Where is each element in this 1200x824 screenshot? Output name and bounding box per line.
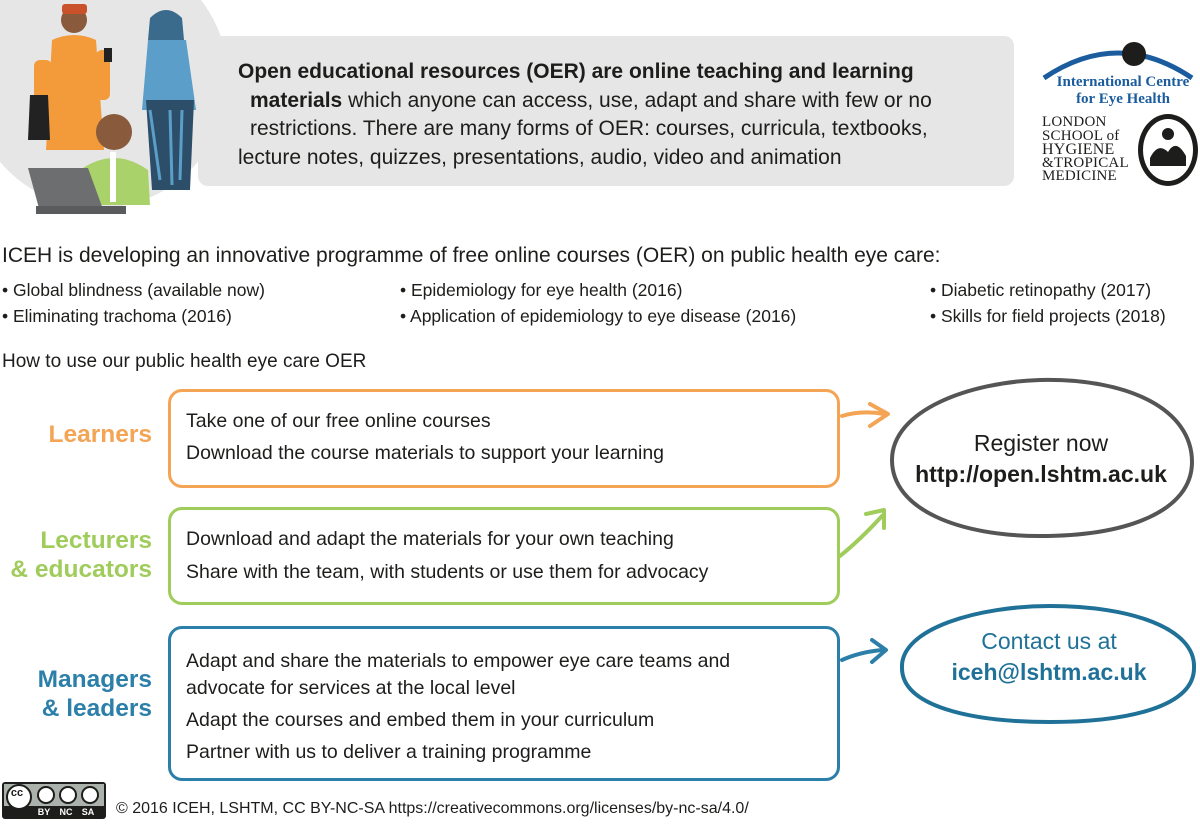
managers-label-line2: & leaders	[41, 695, 152, 722]
courses-heading: ICEH is developing an innovative programme of free online courses (OER) on public health eye care:	[2, 244, 941, 267]
lecturers-label-line2: & educators	[10, 556, 152, 583]
iceh-logo-line1: International Centre	[1056, 74, 1190, 90]
cc-by-label: BY	[37, 807, 51, 817]
learners-line: Download the course materials to support your learning	[186, 442, 665, 464]
arrow-managers-icon	[842, 640, 886, 662]
learners-box	[168, 389, 840, 488]
arrow-lecturers-icon	[840, 510, 884, 556]
intro-bold-cont: materials	[250, 88, 343, 112]
intro-bold-start: Open educational resources (OER) are online teaching and learning	[238, 60, 914, 83]
lshtm-logo-text	[1042, 116, 1132, 184]
lshtm-line2: SCHOOL of	[1042, 127, 1120, 144]
cc-nc-label: NC	[59, 807, 73, 817]
course-item: • Epidemiology for eye health (2016)	[400, 280, 683, 300]
learners-label: Learners	[48, 421, 152, 448]
lecturers-label-line1: Lecturers	[40, 527, 152, 554]
iceh-logo-text	[1050, 74, 1196, 108]
register-url-link[interactable]: http://open.lshtm.ac.uk	[915, 461, 1167, 487]
iceh-logo-line2: for Eye Health	[1076, 91, 1170, 107]
cc-label: cc	[10, 787, 24, 799]
intro-line4: lecture notes, quizzes, presentations, audio, video and animation	[238, 145, 842, 169]
lshtm-line4: &TROPICAL	[1042, 154, 1129, 171]
cc-sa-label: SA	[81, 807, 95, 817]
people-illustration	[0, 0, 230, 215]
lecturers-line: Share with the team, with students or use them for advocacy	[186, 561, 709, 583]
lshtm-line5: MEDICINE	[1042, 168, 1117, 184]
learners-line: Take one of our free online courses	[186, 410, 491, 432]
person-blue-illustration	[142, 10, 196, 190]
managers-line: advocate for services at the local level	[186, 677, 516, 699]
footer-copyright: © 2016 ICEH, LSHTM, CC BY-NC-SA https://creativecommons.org/licenses/by-nc-sa/4.0/	[116, 800, 749, 817]
course-item: • Eliminating trachoma (2016)	[2, 306, 232, 326]
course-item: • Application of epidemiology to eye disease (2016)	[400, 306, 797, 326]
register-block	[894, 428, 1188, 490]
lecturers-box	[168, 507, 840, 605]
managers-label	[0, 665, 152, 723]
lecturers-label	[0, 526, 152, 584]
intro-text	[238, 58, 998, 172]
register-line: Register now	[973, 430, 1109, 456]
course-item: • Global blindness (available now)	[2, 280, 265, 300]
managers-line: Adapt and share the materials to empower eye care teams and	[186, 650, 731, 672]
lecturers-line: Download and adapt the materials for your own teaching	[186, 528, 674, 550]
lshtm-line1: LONDON	[1042, 114, 1107, 130]
contact-block	[900, 626, 1198, 688]
intro-line2: which anyone can access, use, adapt and share with few or no	[342, 88, 932, 112]
how-to-use-heading: How to use our public health eye care OER	[2, 351, 367, 372]
course-item: • Diabetic retinopathy (2017)	[930, 280, 1152, 300]
lshtm-line3: HYGIENE	[1042, 141, 1115, 158]
lshtm-crest-icon	[1136, 112, 1200, 188]
managers-line: Partner with us to deliver a training programme	[186, 741, 592, 763]
arrow-learners-icon	[842, 404, 888, 426]
contact-line: Contact us at	[981, 628, 1117, 654]
managers-label-line1: Managers	[37, 666, 152, 693]
contact-email-link[interactable]: iceh@lshtm.ac.uk	[951, 659, 1147, 685]
course-item: • Skills for field projects (2018)	[930, 306, 1166, 326]
intro-line3: restrictions. There are many forms of OER: courses, curricula, textbooks,	[250, 117, 928, 140]
managers-line: Adapt the courses and embed them in your curriculum	[186, 709, 655, 731]
